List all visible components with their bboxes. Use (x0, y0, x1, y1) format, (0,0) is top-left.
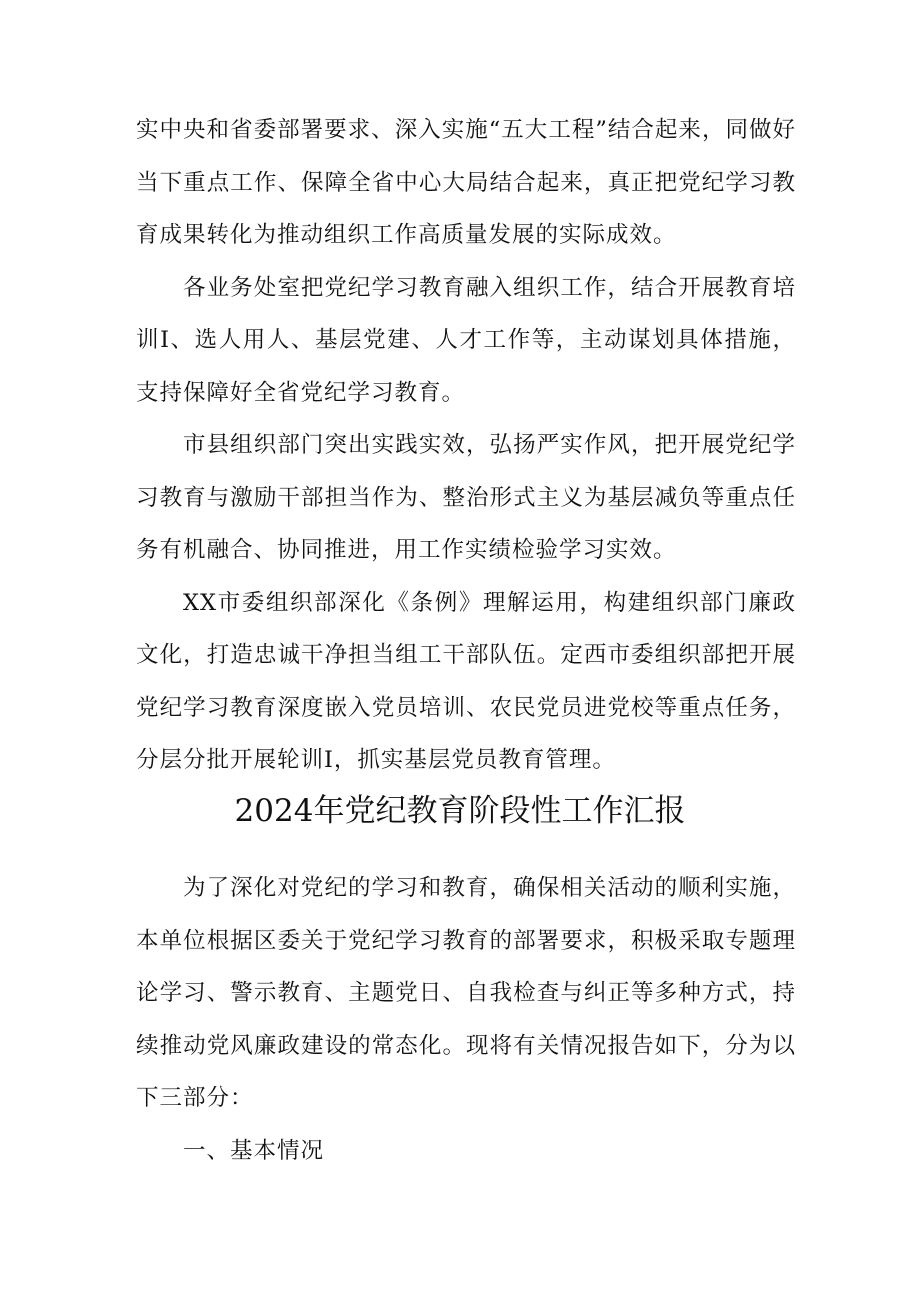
paragraph-xx-city-committee: XX市委组织部深化《条例》理解运用，构建组织部门廉政文化，打造忠诚干净担当组工干部队伍。定西市委组织部把开展党纪学习教育深度嵌入党员培训、农民党员进党校等重点任务，分层分批开展轮训I，抓实基层党员教育管理。 (136, 589, 796, 773)
paragraph-introduction: 为了深化对党纪的学习和教育，确保相关活动的顺利实施，本单位根据区委关于党纪学习教育的部署要求，积极采取专题理论学习、警示教育、主题党日、自我检查与纠正等多种方式，持续推动党风廉政建设的常态化。现将有关情况报告如下，分为以下三部分： (136, 875, 796, 1111)
previous-report-body (136, 104, 796, 787)
report-body (136, 862, 796, 1177)
paragraph-business-departments: 各业务处室把党纪学习教育融入组织工作，结合开展教育培训I、选人用人、基层党建、人才工作等，主动谋划具体措施，支持保障好全省党纪学习教育。 (136, 274, 796, 406)
section-heading-basic-situation: 一、基本情况 (183, 1137, 325, 1164)
paragraph-city-county-departments: 市县组织部门突出实践实效，弘扬严实作风，把开展党纪学习教育与激励干部担当作为、整治形式主义为基层减负等重点任务有机融合、协同推进，用工作实绩检验学习实效。 (136, 432, 796, 563)
paragraph-continued: 实中央和省委部署要求、深入实施“五大工程”结合起来，同做好当下重点工作、保障全省中心大局结合起来，真正把党纪学习教育成果转化为推动组织工作高质量发展的实际成效。 (136, 117, 796, 248)
document-title: 2024年党纪教育阶段性工作汇报 (234, 793, 686, 829)
